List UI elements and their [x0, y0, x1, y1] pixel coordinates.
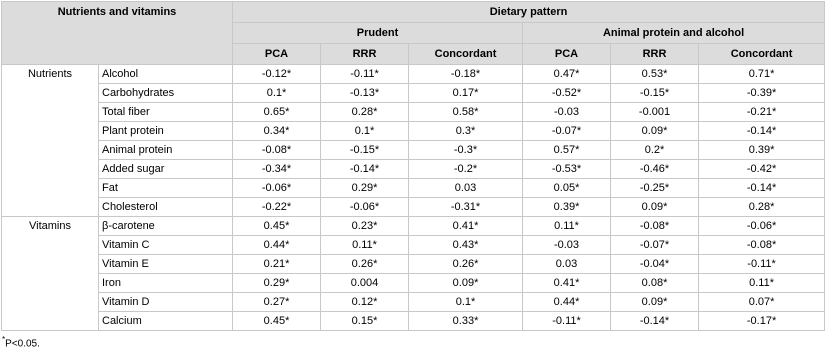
value-cell: 0.2* — [611, 141, 699, 160]
header-method: Concordant — [699, 44, 825, 65]
value-cell: -0.08* — [699, 236, 825, 255]
header-method: Concordant — [409, 44, 523, 65]
table-header — [2, 2, 825, 65]
value-cell: 0.33* — [409, 312, 523, 331]
value-cell: -0.46* — [611, 160, 699, 179]
value-cell: 0.09* — [409, 274, 523, 293]
row-label: Iron — [99, 274, 233, 293]
value-cell: -0.53* — [523, 160, 611, 179]
value-cell: -0.03 — [523, 103, 611, 122]
table-row — [2, 122, 825, 141]
value-cell: 0.11* — [699, 274, 825, 293]
value-cell: 0.44* — [523, 293, 611, 312]
value-cell: 0.39* — [523, 198, 611, 217]
value-cell: -0.2* — [409, 160, 523, 179]
value-cell: 0.44* — [233, 236, 321, 255]
value-cell: -0.15* — [611, 84, 699, 103]
table-row — [2, 217, 825, 236]
value-cell: 0.71* — [699, 65, 825, 84]
row-label: Plant protein — [99, 122, 233, 141]
header-method: PCA — [233, 44, 321, 65]
table-row — [2, 312, 825, 331]
value-cell: -0.06* — [699, 217, 825, 236]
value-cell: -0.22* — [233, 198, 321, 217]
value-cell: -0.11* — [321, 65, 409, 84]
footnote-marker: * — [2, 335, 6, 344]
value-cell: 0.57* — [523, 141, 611, 160]
value-cell: -0.08* — [611, 217, 699, 236]
table-row — [2, 141, 825, 160]
footnote-text: P<0.05. — [5, 338, 40, 350]
value-cell: 0.29* — [321, 179, 409, 198]
row-label: Total fiber — [99, 103, 233, 122]
header-nutrients-vitamins: Nutrients and vitamins — [2, 2, 233, 65]
value-cell: 0.28* — [321, 103, 409, 122]
value-cell: 0.47* — [523, 65, 611, 84]
value-cell: 0.23* — [321, 217, 409, 236]
value-cell: 0.09* — [611, 198, 699, 217]
value-cell: 0.09* — [611, 293, 699, 312]
table-body — [2, 65, 825, 331]
value-cell: -0.06* — [233, 179, 321, 198]
value-cell: -0.14* — [699, 179, 825, 198]
value-cell: 0.43* — [409, 236, 523, 255]
value-cell: -0.14* — [699, 122, 825, 141]
value-cell: 0.26* — [409, 255, 523, 274]
value-cell: 0.53* — [611, 65, 699, 84]
header-pattern-animal-protein-alcohol: Animal protein and alcohol — [523, 23, 825, 44]
table-row — [2, 160, 825, 179]
header-pattern-prudent: Prudent — [233, 23, 523, 44]
value-cell: -0.08* — [233, 141, 321, 160]
table-row — [2, 65, 825, 84]
header-dietary-pattern: Dietary pattern — [233, 2, 825, 23]
value-cell: -0.13* — [321, 84, 409, 103]
row-label: β-carotene — [99, 217, 233, 236]
row-label: Animal protein — [99, 141, 233, 160]
value-cell: -0.31* — [409, 198, 523, 217]
value-cell: 0.3* — [409, 122, 523, 141]
value-cell: -0.34* — [233, 160, 321, 179]
value-cell: 0.28* — [699, 198, 825, 217]
value-cell: -0.15* — [321, 141, 409, 160]
value-cell: 0.26* — [321, 255, 409, 274]
header-method: RRR — [611, 44, 699, 65]
table-row — [2, 255, 825, 274]
value-cell: 0.004 — [321, 274, 409, 293]
value-cell: 0.21* — [233, 255, 321, 274]
value-cell: 0.1* — [321, 122, 409, 141]
row-label: Vitamin E — [99, 255, 233, 274]
row-label: Vitamin C — [99, 236, 233, 255]
value-cell: 0.05* — [523, 179, 611, 198]
table-row — [2, 198, 825, 217]
value-cell: 0.65* — [233, 103, 321, 122]
value-cell: -0.3* — [409, 141, 523, 160]
value-cell: 0.58* — [409, 103, 523, 122]
value-cell: 0.41* — [523, 274, 611, 293]
value-cell: 0.07* — [699, 293, 825, 312]
header-method: RRR — [321, 44, 409, 65]
value-cell: 0.41* — [409, 217, 523, 236]
value-cell: -0.03 — [523, 236, 611, 255]
row-label: Added sugar — [99, 160, 233, 179]
table-row — [2, 179, 825, 198]
table-row — [2, 274, 825, 293]
correlation-table — [1, 1, 825, 331]
value-cell: -0.11* — [523, 312, 611, 331]
value-cell: 0.03 — [523, 255, 611, 274]
value-cell: 0.1* — [233, 84, 321, 103]
row-label: Cholesterol — [99, 198, 233, 217]
footnote — [2, 335, 40, 349]
value-cell: 0.15* — [321, 312, 409, 331]
value-cell: -0.14* — [611, 312, 699, 331]
value-cell: 0.08* — [611, 274, 699, 293]
value-cell: -0.12* — [233, 65, 321, 84]
value-cell: 0.34* — [233, 122, 321, 141]
value-cell: -0.18* — [409, 65, 523, 84]
value-cell: 0.11* — [523, 217, 611, 236]
row-label: Alcohol — [99, 65, 233, 84]
table-row — [2, 293, 825, 312]
value-cell: 0.12* — [321, 293, 409, 312]
value-cell: 0.45* — [233, 217, 321, 236]
table-row — [2, 84, 825, 103]
value-cell: 0.11* — [321, 236, 409, 255]
table-row — [2, 103, 825, 122]
header-method: PCA — [523, 44, 611, 65]
value-cell: 0.45* — [233, 312, 321, 331]
row-label: Carbohydrates — [99, 84, 233, 103]
value-cell: 0.09* — [611, 122, 699, 141]
value-cell: -0.06* — [321, 198, 409, 217]
value-cell: -0.001 — [611, 103, 699, 122]
value-cell: -0.14* — [321, 160, 409, 179]
header-row-1 — [2, 2, 825, 23]
row-label: Fat — [99, 179, 233, 198]
value-cell: -0.21* — [699, 103, 825, 122]
value-cell: -0.04* — [611, 255, 699, 274]
value-cell: 0.29* — [233, 274, 321, 293]
category-cell: Vitamins — [2, 217, 99, 331]
value-cell: -0.52* — [523, 84, 611, 103]
value-cell: 0.17* — [409, 84, 523, 103]
value-cell: -0.07* — [523, 122, 611, 141]
value-cell: -0.07* — [611, 236, 699, 255]
value-cell: 0.03 — [409, 179, 523, 198]
value-cell: -0.39* — [699, 84, 825, 103]
value-cell: 0.1* — [409, 293, 523, 312]
value-cell: 0.39* — [699, 141, 825, 160]
category-cell: Nutrients — [2, 65, 99, 217]
value-cell: -0.42* — [699, 160, 825, 179]
row-label: Vitamin D — [99, 293, 233, 312]
value-cell: -0.11* — [699, 255, 825, 274]
table-row — [2, 236, 825, 255]
value-cell: -0.25* — [611, 179, 699, 198]
row-label: Calcium — [99, 312, 233, 331]
value-cell: 0.27* — [233, 293, 321, 312]
value-cell: -0.17* — [699, 312, 825, 331]
